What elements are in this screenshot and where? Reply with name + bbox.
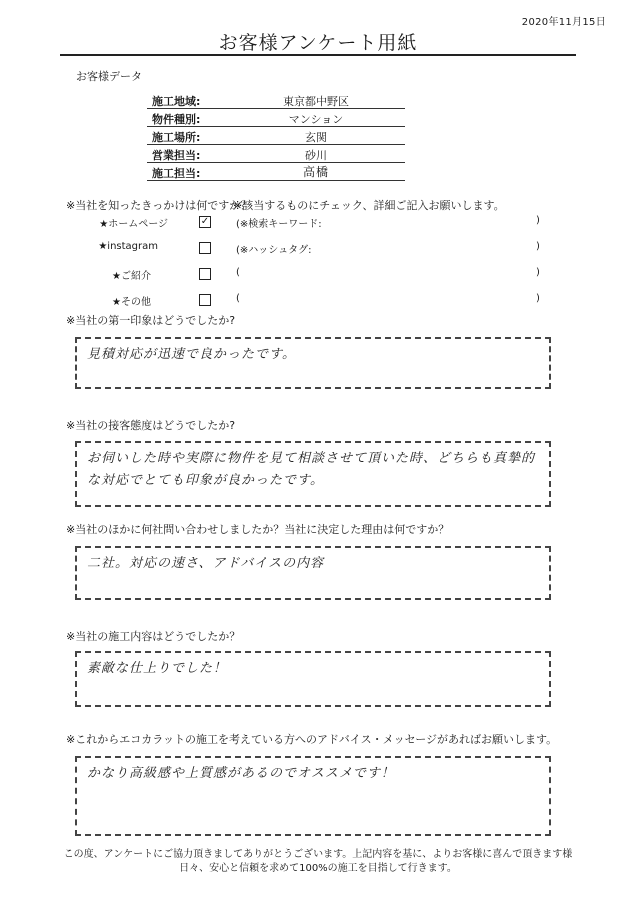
source-detail: (※検索キーワード: bbox=[236, 219, 322, 230]
source-label: ★その他 bbox=[112, 297, 151, 308]
answer-box-installation-quality[interactable] bbox=[75, 651, 551, 707]
source-label: ★instagram bbox=[98, 241, 158, 252]
source-detail: ( bbox=[236, 267, 240, 278]
customer-row-property-type bbox=[147, 109, 405, 127]
source-detail: ( bbox=[236, 293, 240, 304]
customer-row-location bbox=[147, 127, 405, 145]
source-detail: (※ハッシュタグ: bbox=[236, 245, 312, 256]
answer-box-other-companies[interactable] bbox=[75, 546, 551, 600]
customer-value: マンション bbox=[288, 113, 344, 126]
question-first-impression: ※当社の第一印象はどうでしたか? bbox=[66, 314, 236, 327]
footer-line-1: この度、アンケートにご協力頂きましてありがとうございます。上記内容を基に、よりお客様に喜んで頂きます様 bbox=[63, 849, 573, 860]
source-instruction: ※該当するものにチェック、詳細ご記入お願いします。 bbox=[233, 199, 505, 212]
answer-box-advice-message[interactable] bbox=[75, 756, 551, 836]
source-detail-close: ) bbox=[536, 267, 540, 278]
customer-value: 玄関 bbox=[305, 131, 327, 144]
source-checkbox-other[interactable] bbox=[199, 294, 211, 306]
customer-label: 施工担当: bbox=[152, 167, 201, 180]
customer-row-sales bbox=[147, 145, 405, 163]
source-checkbox-referral[interactable] bbox=[199, 268, 211, 280]
customer-label: 物件種別: bbox=[152, 113, 201, 126]
answer-box-customer-service[interactable] bbox=[75, 441, 551, 507]
answer-box-first-impression[interactable] bbox=[75, 337, 551, 389]
source-detail-close: ) bbox=[536, 215, 540, 226]
customer-value: 砂川 bbox=[305, 149, 327, 162]
customer-value: 東京都中野区 bbox=[283, 95, 349, 108]
source-option-referral bbox=[11, 267, 151, 283]
customer-value-handwritten: 高橋 bbox=[302, 165, 329, 179]
customer-data-table bbox=[147, 91, 405, 181]
survey-date: 2020年11月15日 bbox=[521, 17, 606, 28]
customer-label: 営業担当: bbox=[152, 149, 201, 162]
customer-row-area bbox=[147, 91, 405, 109]
source-option-instagram bbox=[18, 241, 158, 257]
answer-text: 見積対応が迅速で良かったです。 bbox=[87, 347, 296, 362]
answer-text: 素敵な仕上りでした！ bbox=[87, 661, 228, 676]
source-label: ★ホームページ bbox=[99, 219, 168, 230]
footer-line-2: 日々、安心と信頼を求めて100%の施工を目指して行きます。 bbox=[179, 863, 457, 874]
question-advice-message: ※これからエコカラットの施工を考えている方へのアドバイス・メッセージがあればお願いします。 bbox=[66, 733, 558, 746]
footer-message bbox=[0, 848, 636, 876]
source-option-homepage bbox=[28, 215, 168, 231]
check-mark-icon: ✓ bbox=[200, 216, 210, 227]
answer-text: 二社。対応の速さ、アドバイスの内容 bbox=[87, 556, 325, 571]
question-other-companies: ※当社のほかに何社問い合わせしましたか？当社に決定した理由は何ですか？ bbox=[66, 523, 450, 536]
customer-section-label: お客様データ bbox=[76, 70, 142, 83]
customer-label: 施工地域: bbox=[152, 95, 201, 108]
page-title: お客様アンケート用紙 bbox=[218, 32, 418, 54]
answer-text: かなり高級感や上質感があるのでオススメです！ bbox=[87, 766, 395, 781]
customer-row-installer bbox=[147, 163, 405, 181]
source-detail-close: ) bbox=[536, 241, 540, 252]
question-installation-quality: ※当社の施工内容はどうでしたか？ bbox=[66, 630, 241, 643]
source-checkbox-homepage[interactable] bbox=[199, 216, 211, 228]
title-underline bbox=[60, 54, 576, 56]
source-question: ※当社を知ったきっかけは何ですか？ bbox=[66, 199, 252, 212]
answer-text: お伺いした時や実際に物件を見て相談させて頂いた時、どちらも真摯的な対応でとても印象が良かったです。 bbox=[87, 451, 536, 488]
source-label: ★ご紹介 bbox=[112, 271, 151, 282]
source-checkbox-instagram[interactable] bbox=[199, 242, 211, 254]
source-detail-close: ) bbox=[536, 293, 540, 304]
question-customer-service: ※当社の接客態度はどうでしたか? bbox=[66, 419, 236, 432]
customer-label: 施工場所: bbox=[152, 131, 201, 144]
source-option-other bbox=[11, 293, 151, 309]
